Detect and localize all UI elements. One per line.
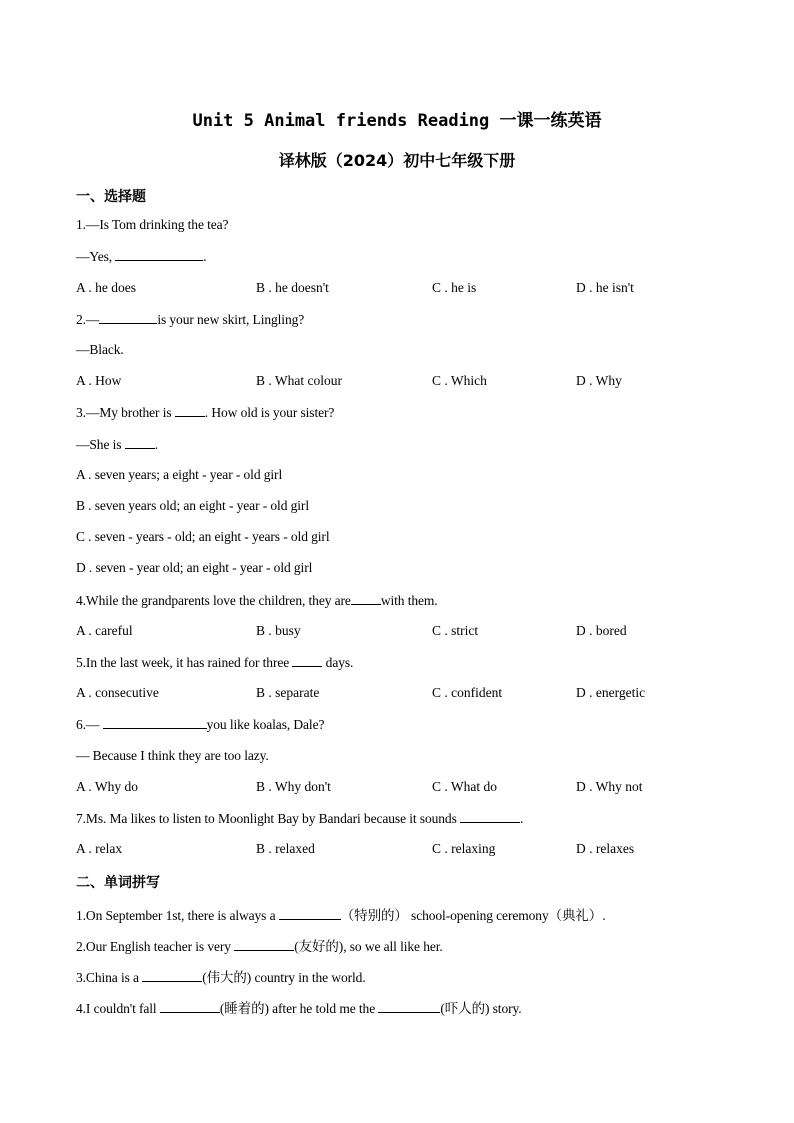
answer-blank — [99, 311, 157, 324]
q6-option-b: B . Why don't — [256, 779, 331, 794]
q4-option-a: A . careful — [76, 623, 133, 638]
q2-option-b: B . What colour — [256, 373, 342, 388]
q4-option-c: C . strict — [432, 623, 479, 638]
q5-option-b: B . separate — [256, 685, 320, 700]
spelling-item-1: 1.On September 1st, there is always a （特别的） school-opening ceremony（典礼）. — [76, 908, 606, 923]
q1-option-c: C . he is — [432, 280, 477, 295]
q3-option-b: B . seven years old; an eight - year - old girl — [76, 498, 309, 513]
spelling-item-2: 2.Our English teacher is very (友好的), so we all like her. — [76, 939, 443, 954]
q4-option-d: D . bored — [576, 623, 627, 638]
question-6-stem: 6.— you like koalas, Dale? — [76, 717, 325, 732]
q6-option-d: D . Why not — [576, 779, 643, 794]
q3-option-c: C . seven - years - old; an eight - years - old girl — [76, 529, 330, 544]
q7-option-d: D . relaxes — [576, 841, 635, 856]
q6-option-c: C . What do — [432, 779, 497, 794]
answer-blank — [115, 248, 203, 261]
q1-option-d: D . he isn't — [576, 280, 634, 295]
answer-blank — [351, 592, 381, 605]
section-heading-choice: 一、选择题 — [76, 189, 146, 205]
answer-blank — [175, 404, 205, 417]
q7-option-b: B . relaxed — [256, 841, 315, 856]
spelling-item-3: 3.China is a (伟大的) country in the world. — [76, 970, 366, 985]
page-title: Unit 5 Animal friends Reading 一课一练英语 — [192, 111, 602, 131]
q6-option-a: A . Why do — [76, 779, 139, 794]
q2-option-c: C . Which — [432, 373, 487, 388]
spelling-item-4: 4.I couldn't fall (睡着的) after he told me the (吓人的) story. — [76, 1001, 522, 1016]
q3-option-a: A . seven years; a eight - year - old girl — [76, 467, 283, 482]
q2-option-d: D . Why — [576, 373, 622, 388]
question-3-stem: 3.—My brother is . How old is your sister? — [76, 405, 335, 420]
q3-option-d: D . seven - year old; an eight - year - old girl — [76, 560, 313, 575]
question-1-stem: 1.—Is Tom drinking the tea? — [76, 217, 229, 232]
answer-blank — [125, 436, 155, 449]
question-4-stem: 4.While the grandparents love the children, they are with them. — [76, 593, 438, 608]
answer-blank — [378, 1000, 440, 1013]
answer-blank — [142, 969, 202, 982]
question-2-stem: 2.— is your new skirt, Lingling? — [76, 312, 305, 327]
page-subtitle: 译林版（2024）初中七年级下册 — [278, 151, 516, 170]
q4-option-b: B . busy — [256, 623, 301, 638]
answer-blank — [160, 1000, 220, 1013]
question-2-answer-line: —Black. — [76, 342, 124, 357]
question-5-stem: 5.In the last week, it has rained for three days. — [76, 655, 354, 670]
q1-option-a: A . he does — [76, 280, 136, 295]
answer-blank — [234, 938, 294, 951]
question-1-answer-line: —Yes, . — [76, 249, 207, 264]
answer-blank — [279, 907, 341, 920]
section-heading-spelling: 二、单词拼写 — [76, 875, 160, 891]
q7-option-a: A . relax — [76, 841, 123, 856]
q5-option-c: C . confident — [432, 685, 503, 700]
q5-option-d: D . energetic — [576, 685, 646, 700]
answer-blank — [460, 810, 520, 823]
answer-blank — [103, 716, 207, 729]
answer-blank — [292, 654, 322, 667]
q5-option-a: A . consecutive — [76, 685, 159, 700]
q1-option-b: B . he doesn't — [256, 280, 329, 295]
question-6-answer-line: — Because I think they are too lazy. — [76, 748, 269, 763]
q7-option-c: C . relaxing — [432, 841, 496, 856]
question-3-answer-line: —She is . — [76, 437, 158, 452]
q2-option-a: A . How — [76, 373, 122, 388]
question-7-stem: 7.Ms. Ma likes to listen to Moonlight Bay by Bandari because it sounds . — [76, 811, 524, 826]
